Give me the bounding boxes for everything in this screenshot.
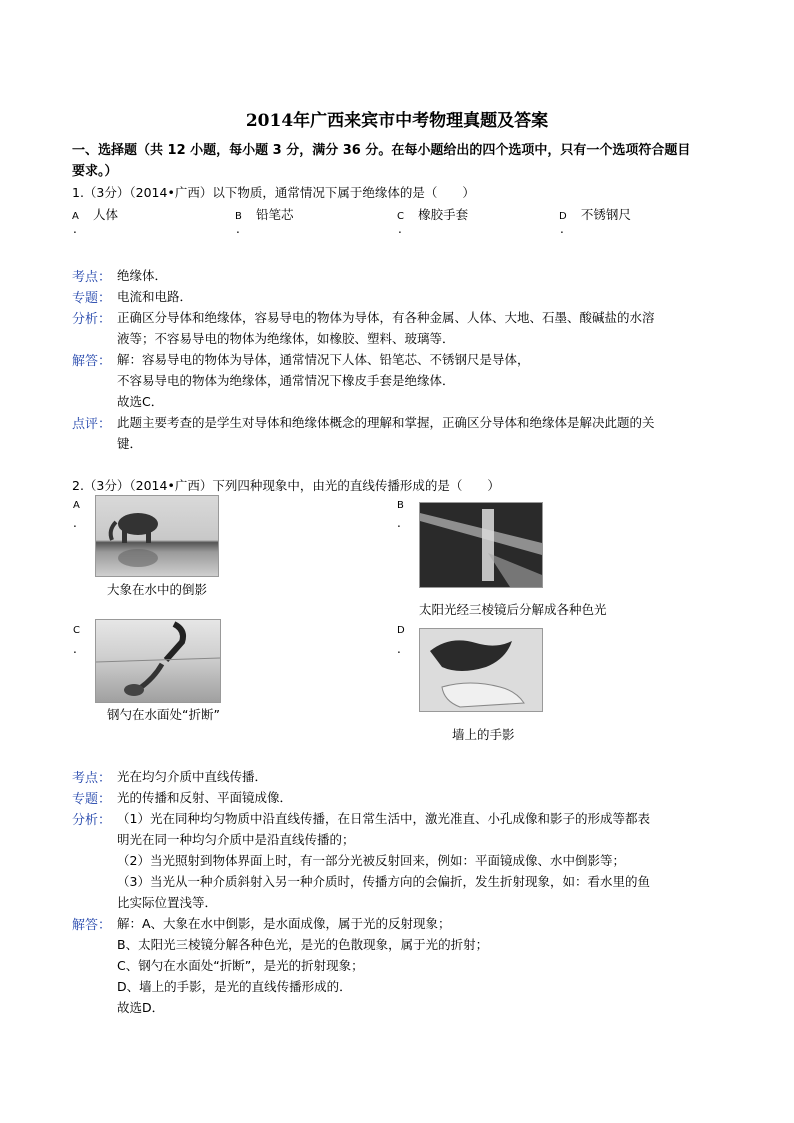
q1-option-d	[559, 205, 631, 223]
q2-option-c-caption: 钢勺在水面处“折断”	[107, 707, 220, 722]
q2-kaodian-label: 考点：	[72, 771, 112, 786]
q1-option-c	[397, 205, 468, 223]
q2-stem: 2.（3分）（2014•广西）下列四种现象中，由光的直线传播形成的是（ ）	[72, 478, 500, 493]
option-dot: .	[397, 642, 401, 656]
q1-jieda-line: 不容易导电的物体为绝缘体，通常情况下橡皮手套是绝缘体．	[117, 373, 455, 388]
q2-jieda-line: C、钢勺在水面处“折断”，是光的折射现象；	[117, 958, 364, 973]
option-dot: .	[73, 642, 77, 656]
q1-kaodian-label: 考点：	[72, 270, 112, 285]
q1-jieda-line: 故选C．	[117, 394, 164, 409]
q2-fenxi-line: 明光在同一种均匀介质中是沿直线传播的；	[117, 832, 355, 847]
q2-jieda-line: D、墙上的手影，是光的直线传播形成的．	[117, 979, 352, 994]
option-dot: .	[397, 516, 401, 530]
q1-jieda-label: 解答：	[72, 354, 112, 369]
option-dot: .	[73, 516, 77, 530]
q2-fenxi-label: 分析：	[72, 813, 112, 828]
option-letter: A	[72, 211, 79, 222]
q1-fenxi-line: 正确区分导体和绝缘体，容易导电的物体为导体，有各种金属、人体、大地、石墨、酸碱盐的水溶	[117, 310, 655, 325]
option-letter: C	[397, 211, 404, 222]
q2-jieda-line: B、太阳光三棱镜分解各种色光，是光的色散现象，属于光的折射；	[117, 937, 489, 952]
q1-kaodian: 绝缘体．	[117, 268, 168, 283]
section-heading-line2: 要求。）	[72, 164, 118, 179]
q2-option-a-letter: A	[73, 500, 80, 511]
option-letter: B	[235, 211, 242, 222]
q1-dianping-line: 键．	[117, 436, 143, 451]
spoon-in-water-image	[95, 619, 221, 703]
q1-dianping-line: 此题主要考查的是学生对导体和绝缘体概念的理解和掌握，正确区分导体和绝缘体是解决此题的关	[117, 415, 655, 430]
q2-jieda-line: 故选D．	[117, 1000, 165, 1015]
q2-option-a-caption: 大象在水中的倒影	[107, 582, 208, 597]
q1-stem: 1.（3分）（2014•广西）以下物质，通常情况下属于绝缘体的是（ ）	[72, 185, 475, 200]
option-text: 橡胶手套	[418, 207, 469, 222]
q2-option-b-letter: B	[397, 500, 404, 511]
option-dot: .	[560, 222, 564, 236]
q1-zhuanti-label: 专题：	[72, 291, 112, 306]
q2-option-d-caption: 墙上的手影	[452, 727, 515, 742]
q1-dianping-label: 点评：	[72, 417, 112, 432]
prism-dispersion-image	[419, 502, 543, 588]
q2-option-d-letter: D	[397, 625, 405, 636]
option-dot: .	[398, 222, 402, 236]
option-dot: .	[73, 222, 77, 236]
option-text: 铅笔芯	[256, 207, 294, 222]
elephant-reflection-image	[95, 495, 219, 577]
option-letter: D	[559, 211, 567, 222]
q2-fenxi-line: 比实际位置浅等．	[117, 895, 218, 910]
q2-fenxi-line: （2）当光照射到物体界面上时，有一部分光被反射回来，例如：平面镜成像、水中倒影等；	[117, 853, 625, 868]
q1-zhuanti: 电流和电路．	[117, 289, 193, 304]
option-dot: .	[236, 222, 240, 236]
option-text: 人体	[92, 207, 118, 222]
q1-jieda-line: 解：容易导电的物体为导体，通常情况下人体、铅笔芯、不锈钢尺是导体，	[117, 352, 530, 367]
q1-option-b	[235, 205, 294, 223]
page-title: 2014年广西来宾市中考物理真题及答案	[245, 111, 549, 131]
hand-shadow-image	[419, 628, 543, 712]
option-text: 不锈钢尺	[580, 207, 631, 222]
q2-jieda-label: 解答：	[72, 918, 112, 933]
q2-zhuanti: 光的传播和反射、平面镜成像．	[117, 790, 293, 805]
q2-jieda-line: 解：A、大象在水中倒影，是水面成像，属于光的反射现象；	[117, 916, 451, 931]
q2-fenxi-line: （3）当光从一种介质斜射入另一种介质时，传播方向的会偏折，发生折射现象，如：看水里的鱼	[117, 874, 650, 889]
section-heading	[72, 140, 732, 182]
q1-fenxi-label: 分析：	[72, 312, 112, 327]
q2-zhuanti-label: 专题：	[72, 792, 112, 807]
q2-option-b-caption: 太阳光经三棱镜后分解成各种色光	[419, 602, 607, 617]
q2-kaodian: 光在均匀介质中直线传播．	[117, 769, 268, 784]
q1-option-a	[72, 205, 118, 223]
q2-fenxi-line: （1）光在同种均匀物质中沿直线传播，在日常生活中，激光准直、小孔成像和影子的形成等都表	[117, 811, 650, 826]
q2-option-c-letter: C	[73, 625, 80, 636]
q1-fenxi-line: 液等；不容易导电的物体为绝缘体，如橡胶、塑料、玻璃等．	[117, 331, 455, 346]
section-heading-line1: 一、选择题（共 12 小题，每小题 3 分，满分 36 分。在每小题给出的四个选项中，只有一个选项符合题目	[72, 143, 691, 158]
